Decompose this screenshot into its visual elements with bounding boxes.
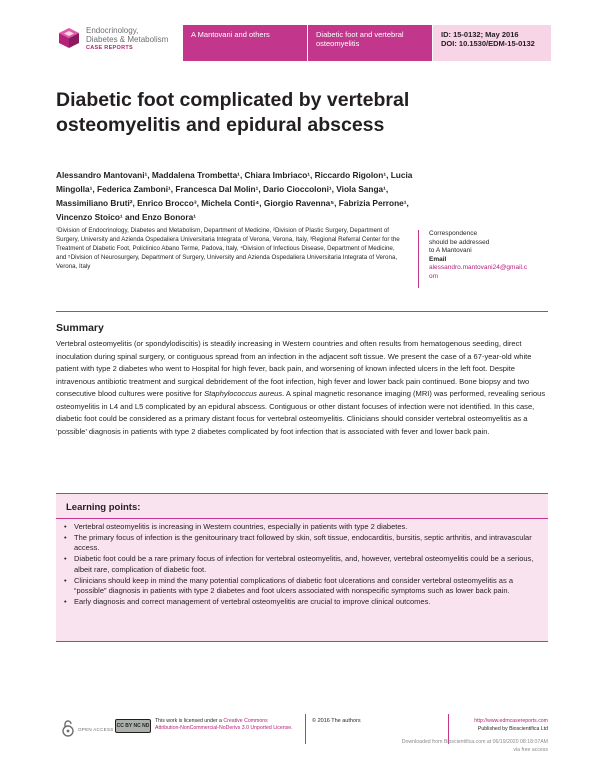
article-id-box	[433, 25, 551, 61]
learning-points-box	[56, 493, 548, 642]
access-note: via free access	[513, 746, 548, 753]
publisher-name: Published by Bioscientifica Ltd	[477, 725, 548, 732]
license-text	[155, 718, 293, 732]
summary-text	[56, 338, 551, 438]
learning-point: • Early diagnosis and correct management of vertebral osteomyelitis are crucial to improve clinical outcomes.	[64, 597, 542, 608]
learning-points-heading: Learning points:	[66, 502, 141, 513]
open-access-label: OPEN ACCESS	[78, 727, 114, 732]
page-header	[0, 0, 600, 60]
journal-name-line2: Diabetes & Metabolism	[86, 35, 169, 44]
journal-cube-icon	[58, 27, 80, 49]
learning-point: • Diabetic foot could be a rare primary focus of infection for vertebral osteomyelitis, and, however, vertebral osteomyelitis could be a serious, albeit rare, complication of diabetic foot.	[64, 554, 542, 575]
correspondence-line1: Correspondence	[429, 230, 478, 237]
journal-name	[86, 26, 168, 53]
learning-points-rule	[56, 518, 548, 519]
journal-name-line1: Endocrinology,	[86, 26, 139, 35]
section-divider	[56, 311, 548, 312]
correspondence-line3: to A Mantovani	[429, 247, 472, 254]
article-doi[interactable]: DOI: 10.1530/EDM-15-0132	[441, 39, 535, 48]
license-link[interactable]: Creative Commons Attribution-NonCommercial-NoDerivs 3.0 Unported License.	[155, 718, 293, 731]
footer-divider	[305, 714, 306, 744]
summary-heading: Summary	[56, 322, 104, 334]
learning-points-list	[64, 522, 542, 608]
learning-point: • Clinicians should keep in mind the many potential complications of diabetic foot ulcerations and consider vertebral osteomyelitis as a “possible” diagnosis in patients with type 2 diabetes and foot ulcers associated with nonspecific symptoms such as lower back pain.	[64, 576, 542, 597]
correspondence-box	[418, 230, 548, 288]
email-label: Email	[429, 255, 447, 263]
summary-text-part2: . A spinal magnetic resonance imaging (MRI) was performed, revealing serious osteomyelitis in L4 and L5 complicated by an epidural abscess. Contiguous or other distant focuses of infection were not identified. In this case, diabetic foot could be considered as a primary distant focus for vertebral osteomyelitis. Clinicians should consider vertebral osteomyelitis as a ‘possible’ diagnosis in patients with type 2 diabetes complicated by foot infection that is associated with fever and lower back pain.	[56, 389, 546, 436]
article-title: Diabetic foot complicated by vertebral osteomyelitis and epidural abscess	[56, 89, 410, 136]
summary-text-part1: Vertebral osteomyelitis (or spondylodiscitis) is steadily increasing in Western countries and often results from hematogenous seeding, direct inoculation during spinal surgery, or contiguous spread from an infection in the adjacent soft tissue. We present the case of a 67-year-old white patient with type 2 diabetes who went to Hospital for high fever, back pain, and worsening of known infected ulcers in the left foot. Despite intravenous antibiotic treatment and surgical debridement of the foot infection, high fever and lower back pain continued. Bone biopsy and two consecutive blood cultures were positive for	[56, 339, 532, 398]
publisher-info	[400, 718, 548, 754]
cc-license-badge-icon[interactable]: CC BY NC ND	[115, 719, 151, 733]
download-stamp: Downloaded from Bioscientifica.com at 06/19/2020 08:18:07AM	[401, 739, 548, 745]
journal-website-link[interactable]: http://www.edmcasereports.com	[474, 718, 548, 724]
page-footer	[0, 712, 600, 775]
journal-logo[interactable]	[58, 26, 168, 53]
running-author: A Mantovani and others	[183, 25, 307, 61]
license-prefix: This work is licensed under a	[155, 718, 224, 724]
author-list: Alessandro Mantovani¹, Maddalena Trombetta¹, Chiara Imbriaco¹, Riccardo Rigolon¹, Lucia Mingolla¹, Federica Zamboni¹, Francesca Dal Molin¹, Dario Cioccoloni¹, Viola Sanga¹, Massimiliano Bruti², Enrico Brocco³, Michela Conti⁴, Giorgio Ravenna⁵, Fabrizia Perrone¹, Vincenzo Stoico¹ and Enzo Bonora¹	[56, 170, 413, 222]
copyright-notice: © 2016 The authors	[312, 718, 361, 724]
journal-name-line3: CASE REPORTS	[86, 45, 133, 51]
affiliations: ¹Division of Endocrinology, Diabetes and Metabolism, Department of Medicine, ²Division of Plastic Surgery, Department of Surgery, University and Azienda Ospedaliera Universitaria Integrata of Verona, Verona, Italy, ³Regional Referral Center for the Treatment of Diabetic Foot, Policlinico Abano Terme, Padova, Italy, ⁴Division of Infectious Disease, Department of Medicine, and ⁵Division of Neurosurgery, Department of Surgery, University and Azienda Ospedaliera Universitaria Integrata of Verona, Verona, Italy	[56, 227, 400, 270]
article-id: ID: 15-0132; May 2016	[441, 30, 519, 39]
summary-organism: Staphylococcus aureus	[204, 389, 283, 398]
learning-point: • Vertebral osteomyelitis is increasing in Western countries, especially in patients with type 2 diabetes.	[64, 522, 542, 533]
learning-point: • The primary focus of infection is the genitourinary tract followed by skin, soft tissue, endocarditis, bursitis, septic arthritis, and intravascular access.	[64, 533, 542, 554]
correspondence-email-link[interactable]: alessandro.mantovani24@gmail.com	[429, 264, 528, 280]
correspondence-line2: should be addressed	[429, 238, 490, 246]
running-title: Diabetic foot and vertebral osteomyelitis	[308, 25, 432, 61]
